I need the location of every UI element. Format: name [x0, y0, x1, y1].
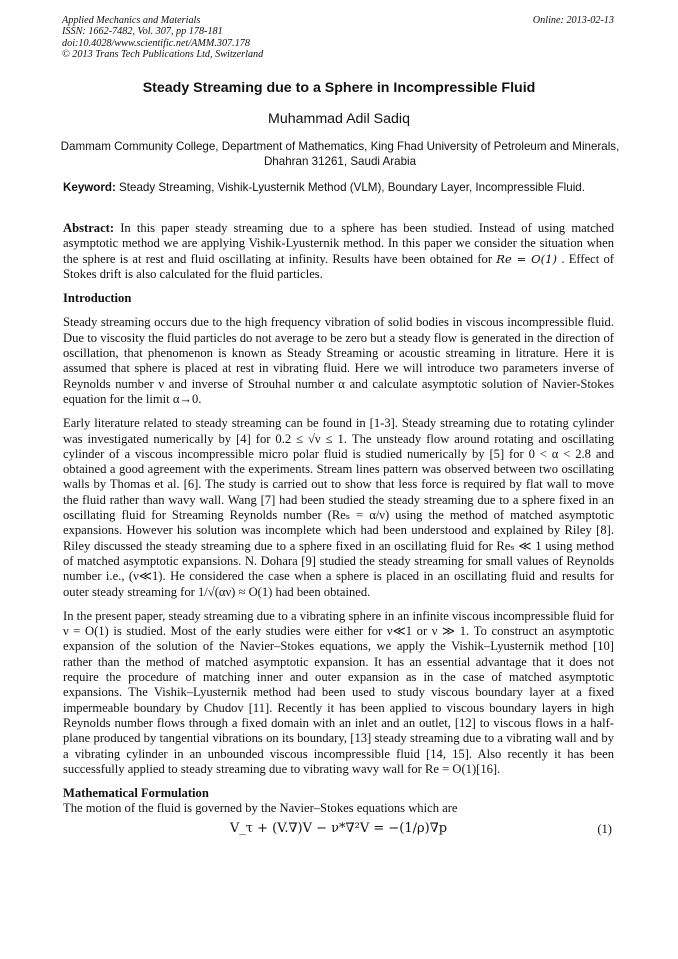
- math-intro-text: The motion of the fluid is governed by the Navier–Stokes equations which are: [63, 801, 458, 816]
- affiliation: Dammam Community College, Department of Mathematics, King Fhad University of Petroleum and Minerals, Dhahran 31261, Saudi Arabia: [60, 140, 620, 168]
- abstract-text-end: . Effect of Stokes drift is also calculated for the fluid particles.: [63, 251, 614, 281]
- equation-1: [63, 819, 614, 843]
- math-formulation-heading: Mathematical Formulation: [63, 786, 209, 801]
- paper-title: Steady Streaming due to a Sphere in Incompressible Fluid: [142, 80, 536, 96]
- journal-header: [62, 15, 263, 61]
- online-date: Online: 2013-02-13: [532, 15, 614, 26]
- abstract-label: Abstract:: [63, 221, 115, 235]
- equation-body: V_τ + (V.∇)V − ν*∇²V = −(1/ρ)∇p: [229, 820, 448, 836]
- issn-line: ISSN: 1662-7482, Vol. 307, pp 178-181: [62, 26, 223, 38]
- abstract-math: Re = O(1): [496, 251, 558, 266]
- journal-name: Applied Mechanics and Materials: [62, 15, 201, 26]
- author-name: Muhammad Adil Sadiq: [268, 111, 410, 127]
- keywords: [63, 181, 614, 196]
- doi-line: doi:10.4028/www.scientific.net/AMM.307.178: [62, 37, 250, 49]
- intro-paragraph-3: In the present paper, steady streaming due to a vibrating sphere in an infinite viscous incompressible fluid for ν = O(1) is studied. Most of the early studies were either for ν≪1 or ν ≫ 1. To construct an asymptotic expansion of the solution of the Navier–Stokes equations, we apply the Vishik–Lyusternik method [10] rather than the method of matched asymptotic expansion. It has an essential advantage that it does not require the procedure of matching inner and outer expansion as in the case of matched asymptotic expansions. The Vishik–Lyusternik method had been used to study viscous boundary layer at a fixed impermeable boundary by Chudov [11]. Recently it has been applied to viscous boundary layers in high Reynolds number flows through a fixed domain with an inlet and an outlet, [12] to viscous flows in a half-plane produced by tangential vibrations on its boundary, [13] steady streaming due to a vibrating wall and by a vibrating cylinder in an unbounded viscous incompressible fluid [14, 15]. Also recently it has been successfully applied to steady streaming due to vibrating wavy wall for Re = O(1)[16].: [63, 608, 614, 776]
- intro-paragraph-2: Early literature related to steady streaming can be found in [1-3]. Steady streaming due to rotating cylinder was investigated numerically by [4] for 0.2 ≤ √ν ≤ 1. The unsteady flow around rotating and oscillating cylinder of a viscous incompressible micro polar fluid is studied numerically by [5] for 0 < α < 2.8 and obtained a good agreement with the experiments. Stream lines pattern was observed between two oscillating walls by Thomas et al. [6]. The study is carried out to show that less force is required by flat wall to move the fluid rather than wavy wall. Wang [7] had been studied the steady streaming due to a sphere fixed in an oscillating fluid for Streaming Reynolds number (Reₛ = α/ν) using the method of matched asymptotic expansions. However his solution was incomplete which had been understood and explained by Riley [8]. Riley discussed the steady streaming due to a sphere fixed in an oscillating fluid for Reₛ ≪ 1 using method of matched asymptotic expansions. N. Dohara [9] studied the steady streaming for small values of Reynolds number i.e., (ν≪1). He considered the case when a sphere is placed in an oscillating fluid and results for outer steady streaming for 1/√(αν) ≈ O(1) had been obtained.: [63, 416, 614, 599]
- abstract: [63, 221, 614, 282]
- equation-number: (1): [597, 821, 612, 836]
- abstract-text: In this paper steady streaming due to a sphere has been studied. Instead of using matched asymptotic method we are applying Vishik-Lyusternik method. In this paper we consider the situation when the sphere is at rest and fluid oscillating at infinity. Results have been obtained for: [63, 221, 614, 266]
- keyword-label: Keyword:: [63, 181, 116, 194]
- copyright-line: © 2013 Trans Tech Publications Ltd, Switzerland: [62, 49, 264, 61]
- paper-body: [63, 221, 614, 843]
- introduction-heading: Introduction: [63, 291, 132, 306]
- keyword-text: Steady Streaming, Vishik-Lyusternik Method (VLM), Boundary Layer, Incompressible Fluid.: [115, 181, 585, 194]
- intro-paragraph-1: Steady streaming occurs due to the high frequency vibration of solid bodies in viscous incompressible fluid. Due to viscosity the fluid particles do not average to be zero but a steady flow is generated in the direction of oscillation, that phenomenon is known as Steady Streaming or acoustic streaming in litrature. Here it is assumed that sphere is placed at rest in vibrating fluid. Here we will introduce two parameters inverse of Reynolds number ν and inverse of Strouhal number α and calculate asymptotic solution of Navier-Stokes equation for the limit α→0.: [63, 315, 614, 406]
